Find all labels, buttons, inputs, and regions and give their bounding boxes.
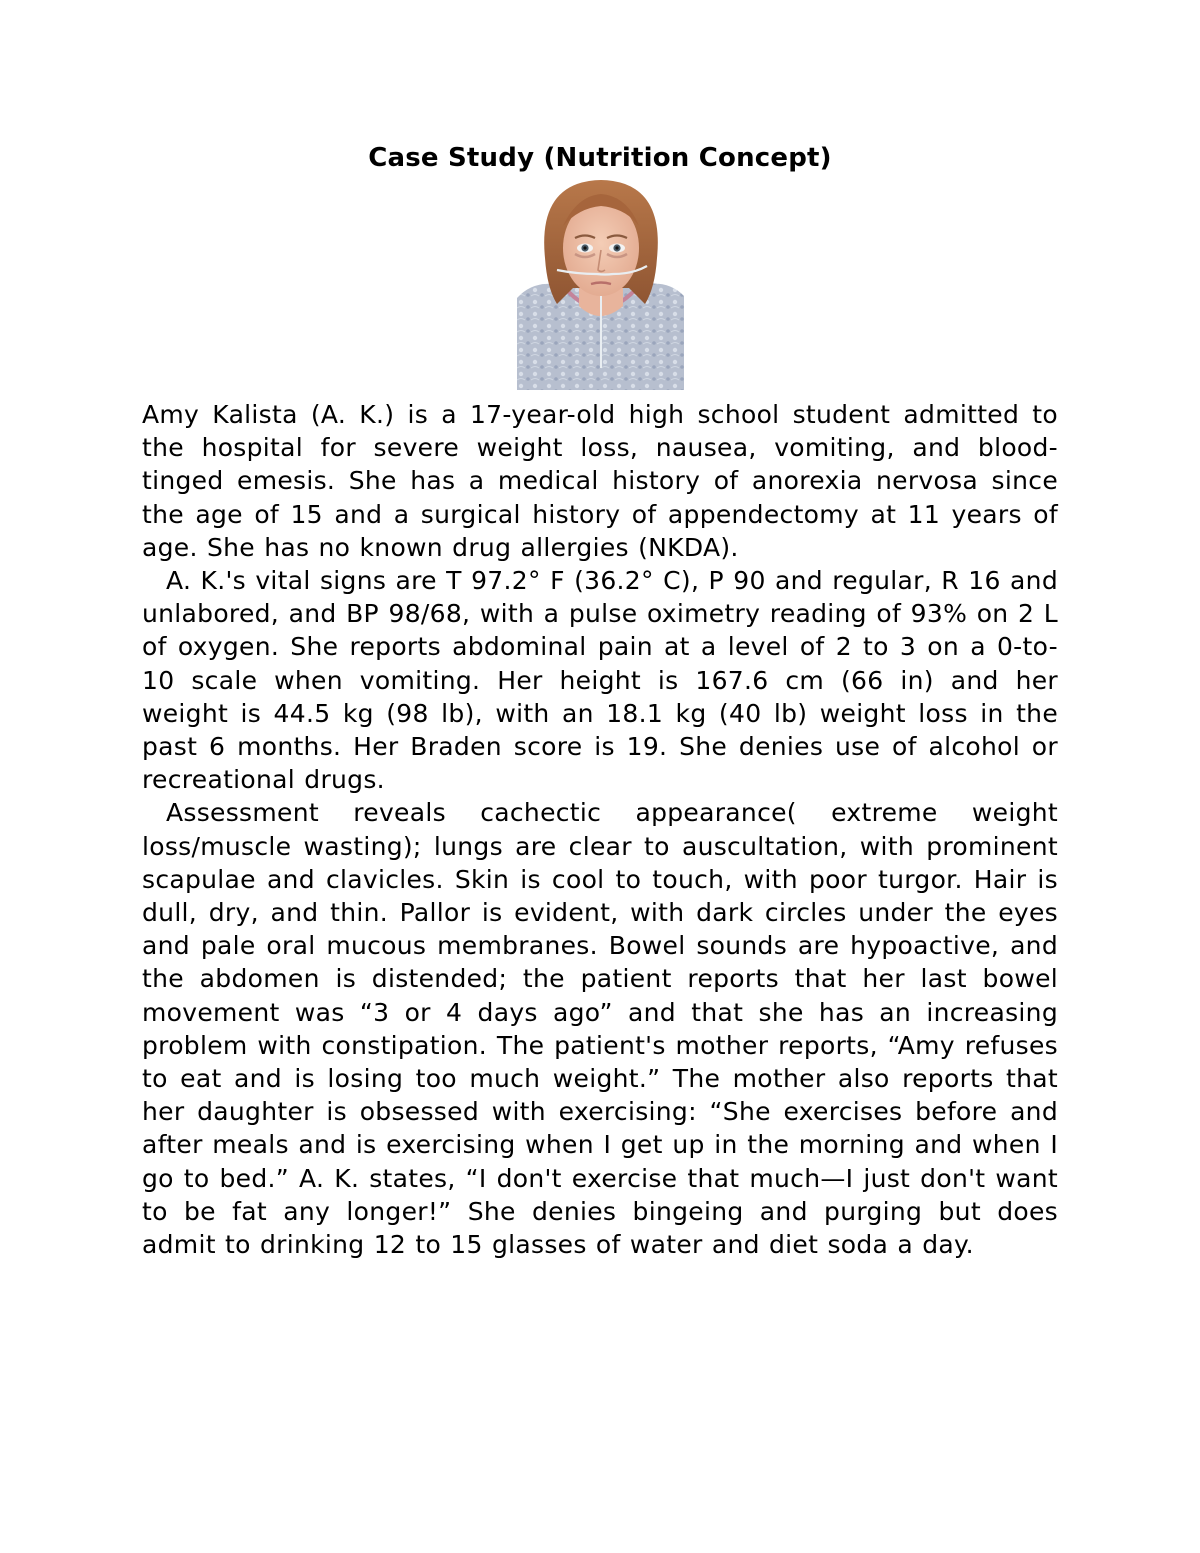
paragraph-assessment: Assessment reveals cachectic appearance( extreme weight loss/muscle wasting); lungs are clear to auscultation, with prominent scapulae and clavicles. Skin is cool to touch, with poor turgor. Hair is dull, dry, and thin. Pallor is evident, with dark circles under the eyes and pale oral mucous membranes. Bowel sounds are hypoactive, and the abdomen is distended; the patient reports that her last bowel movement was “3 or 4 days ago” and that she has an increasing problem with constipation. The patient's mother reports, “Amy refuses to eat and is losing too much weight.” The mother also reports that her daughter is obsessed with exercising: “She exercises before and after meals and is exercising when I get up in the morning and when I go to bed.” A. K. states, “I don't exercise that much—I just don't want to be fat any longer!” She denies bingeing and purging but does admit to drinking 12 to 15 glasses of water and diet soda a day. bbox=[142, 798, 1058, 1260]
paragraph-history: Amy Kalista (A. K.) is a 17-year-old high school student admitted to the hospital for severe weight loss, nausea, vomiting, and blood-tinged emesis. She has a medical history of anorexia nervosa since the age of 15 and a surgical history of appendectomy at 11 years of age. She has no known drug allergies (NKDA). bbox=[142, 400, 1058, 562]
case-study-body bbox=[142, 398, 1058, 1261]
document-page bbox=[142, 140, 1058, 1261]
document-title: Case Study (Nutrition Concept) bbox=[368, 143, 832, 173]
paragraph-vitals: A. K.'s vital signs are T 97.2° F (36.2° C), P 90 and regular, R 16 and unlabored, and BP 98/68, with a pulse oximetry reading of 93% on 2 L of oxygen. She reports abdominal pain at a level of 2 to 3 on a 0-to-10 scale when vomiting. Her height is 167.6 cm (66 in) and her weight is 44.5 kg (98 lb), with an 18.1 kg (40 lb) weight loss in the past 6 months. Her Braden score is 19. She denies use of alcohol or recreational drugs. bbox=[142, 566, 1058, 795]
patient-photo bbox=[517, 178, 684, 390]
